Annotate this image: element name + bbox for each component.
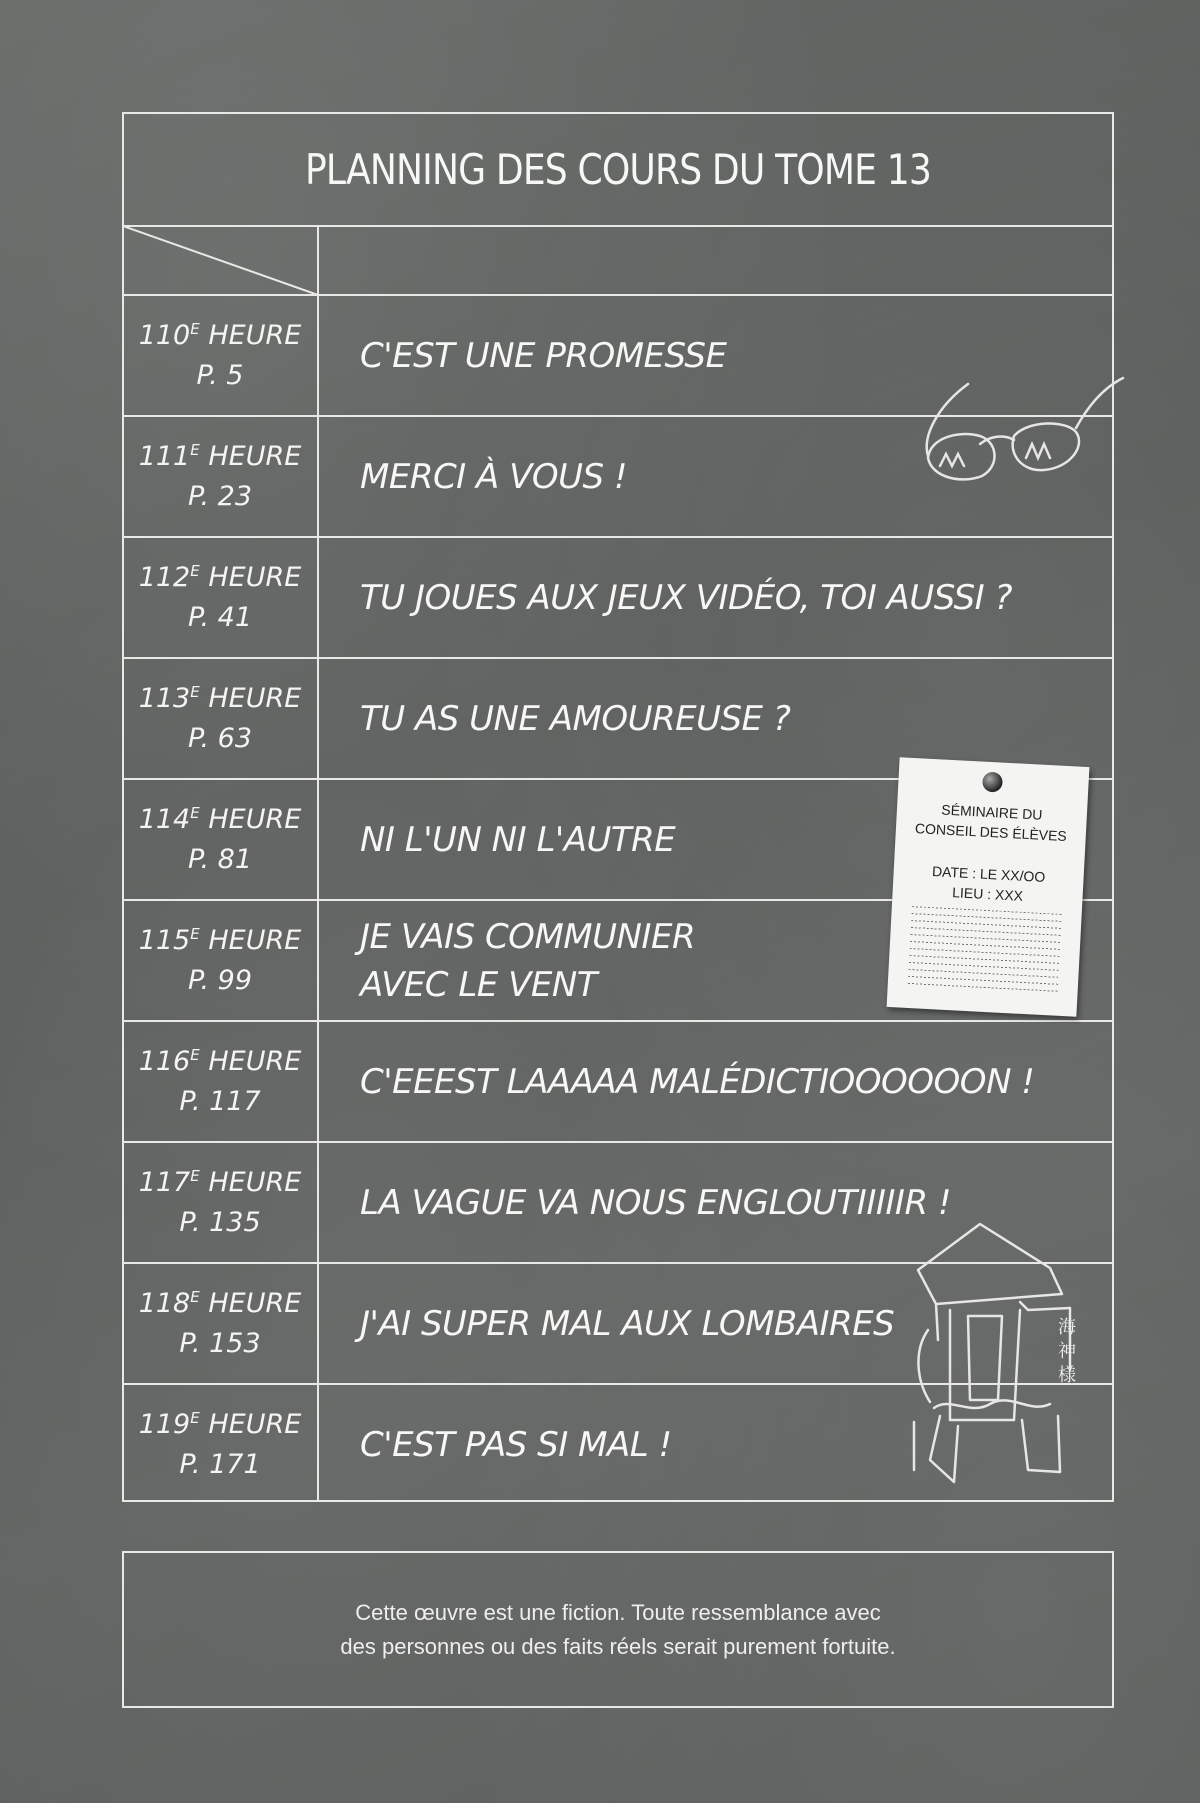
chapter-hour-word: HEURE xyxy=(208,440,302,472)
notice-filler-text xyxy=(908,906,1062,998)
chapter-number: 111 xyxy=(138,440,191,472)
chapter-number: 113 xyxy=(138,682,191,714)
chapter-number: 119 xyxy=(138,1408,191,1440)
chapter-hour-word: HEURE xyxy=(208,1287,302,1319)
chapter-number: 118 xyxy=(138,1287,191,1319)
notice-date: DATE : LE XX/OO xyxy=(931,863,1046,885)
chapter-title: JE VAIS COMMUNIER xyxy=(360,916,696,957)
chapter-page: P. 63 xyxy=(187,722,253,754)
chapter-title-cell xyxy=(360,537,1060,658)
chapter-title: TU JOUES AUX JEUX VIDÉO, TOI AUSSI ? xyxy=(360,577,1013,618)
glasses-doodle-icon xyxy=(918,366,1128,486)
chapter-hour-cell xyxy=(122,658,318,779)
chapter-number: 117 xyxy=(138,1166,191,1198)
chapter-title: J'AI SUPER MAL AUX LOMBAIRES xyxy=(360,1303,895,1344)
chapter-hour-word: HEURE xyxy=(208,803,302,835)
chapter-hour-cell xyxy=(122,900,318,1021)
notice-title-line: CONSEIL DES ÉLÈVES xyxy=(914,820,1068,845)
chapter-page: P. 171 xyxy=(179,1448,261,1480)
chapter-hour-label xyxy=(139,679,302,719)
chapter-title: MERCI À VOUS ! xyxy=(360,456,628,497)
chapter-ordinal: E xyxy=(190,1045,200,1064)
chapter-hour-cell xyxy=(122,1021,318,1142)
chapter-page: P. 5 xyxy=(196,359,244,391)
chapter-title: NI L'UN NI L'AUTRE xyxy=(360,819,676,860)
chapter-hour-label xyxy=(139,1042,302,1082)
chapter-page: P. 153 xyxy=(179,1327,261,1359)
chapter-hour-word: HEURE xyxy=(208,924,302,956)
chapter-number: 116 xyxy=(138,1045,191,1077)
chapter-hour-cell xyxy=(122,1142,318,1263)
notice-paper xyxy=(887,757,1090,1017)
chapter-number: 114 xyxy=(138,803,191,835)
chapter-ordinal: E xyxy=(190,682,200,701)
chapter-title-cell xyxy=(360,1021,1060,1142)
chapter-hour-word: HEURE xyxy=(208,1166,302,1198)
pushpin-icon xyxy=(982,772,1003,793)
disclaimer-line: Cette œuvre est une fiction. Toute ressemblance avec xyxy=(355,1599,881,1625)
chapter-number: 112 xyxy=(138,561,191,593)
chapter-hour-cell xyxy=(122,537,318,658)
shrine-plaque-char: 様 xyxy=(1058,1365,1076,1386)
chapter-ordinal: E xyxy=(190,1166,200,1185)
chapter-title: C'EST UNE PROMESSE xyxy=(360,335,727,376)
chapter-page: P. 99 xyxy=(187,964,253,996)
chapter-hour-cell xyxy=(122,779,318,900)
disclaimer-text xyxy=(122,1551,1114,1708)
chapter-hour-label xyxy=(139,437,302,477)
chapter-hour-label xyxy=(139,558,302,598)
chapter-hour-label xyxy=(139,800,302,840)
chapter-hour-cell xyxy=(122,295,318,416)
chapter-hour-label xyxy=(139,1284,302,1324)
chapter-hour-cell xyxy=(122,416,318,537)
chapter-page: P. 81 xyxy=(187,843,253,875)
chapter-number: 115 xyxy=(138,924,191,956)
chapter-hour-label xyxy=(139,921,302,961)
chapter-ordinal: E xyxy=(190,1408,200,1427)
chapter-ordinal: E xyxy=(190,1287,200,1306)
chapter-hour-label xyxy=(139,1163,302,1203)
disclaimer-line: des personnes ou des faits réels serait purement fortuite. xyxy=(340,1633,896,1659)
page-title: PLANNING DES COURS DU TOME 13 xyxy=(305,144,931,194)
chapter-ordinal: E xyxy=(190,319,200,338)
chapter-hour-word: HEURE xyxy=(208,319,302,351)
notice-place: LIEU : XXX xyxy=(951,884,1024,904)
chapter-hour-label xyxy=(139,316,302,356)
chapter-title: AVEC LE VENT xyxy=(360,964,598,1005)
chapter-page: P. 23 xyxy=(187,480,253,512)
notice-title xyxy=(895,797,1087,847)
chapter-ordinal: E xyxy=(190,561,200,580)
chapter-ordinal: E xyxy=(190,803,200,822)
chapter-hour-word: HEURE xyxy=(208,1408,302,1440)
chapter-hour-cell xyxy=(122,1384,318,1505)
chapter-page: P. 117 xyxy=(179,1085,261,1117)
notice-meta xyxy=(892,859,1084,909)
shrine-plaque-char: 神 xyxy=(1058,1341,1076,1362)
chapter-hour-word: HEURE xyxy=(208,561,302,593)
disclaimer-box xyxy=(122,1551,1114,1708)
shrine-plaque xyxy=(1054,1316,1080,1388)
chapter-title: C'EEEST LAAAAA MALÉDICTIOOOOOON ! xyxy=(360,1061,1035,1102)
chapter-title: LA VAGUE VA NOUS ENGLOUTIIIIIR ! xyxy=(360,1182,952,1223)
chapter-hour-word: HEURE xyxy=(208,682,302,714)
notice-title-line: SÉMINAIRE DU xyxy=(941,801,1043,823)
chapter-number: 110 xyxy=(138,319,191,351)
chapter-title: C'EST PAS SI MAL ! xyxy=(360,1424,672,1465)
chapter-ordinal: E xyxy=(190,924,200,943)
chapter-hour-label xyxy=(139,1405,302,1445)
shrine-plaque-char: 海 xyxy=(1058,1317,1076,1338)
chapter-hour-word: HEURE xyxy=(208,1045,302,1077)
chapter-page: P. 41 xyxy=(187,601,253,633)
chapter-ordinal: E xyxy=(190,440,200,459)
chapter-title: TU AS UNE AMOUREUSE ? xyxy=(360,698,791,739)
chapter-page: P. 135 xyxy=(179,1206,261,1238)
chapter-hour-cell xyxy=(122,1263,318,1384)
